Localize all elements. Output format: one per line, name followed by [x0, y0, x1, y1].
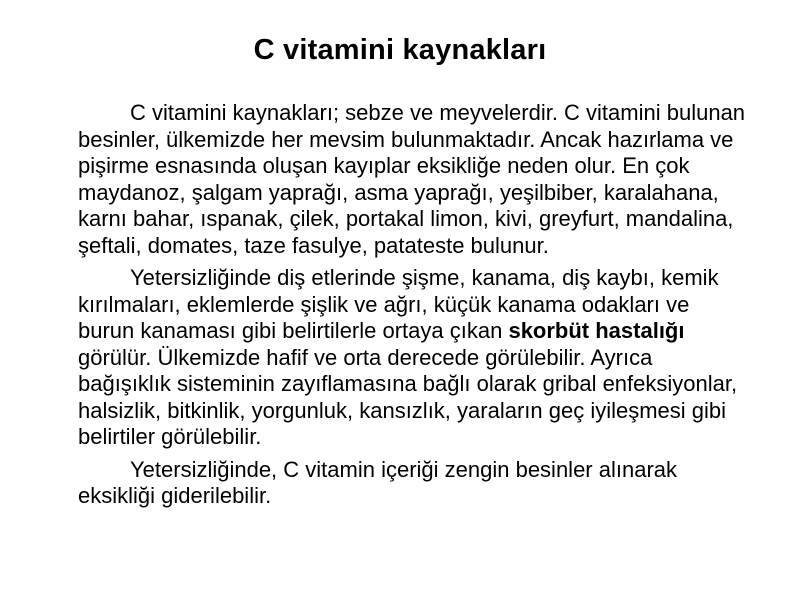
scurvy-term: skorbüt hastalığı — [508, 318, 685, 343]
paragraph-remedy — [78, 457, 748, 510]
paragraph-sources-text: C vitamini kaynakları; sebze ve meyvelerdir. C vitamini bulunan besinler, ülkemizde her mevsim bulunmaktadır. Ancak hazırlama ve pişirme esnasında oluşan kayıplar eksikliğe neden olur. En çok maydanoz, şalgam yaprağı, asma yaprağı, yeşilbiber, karalahana, karnı bahar, ıspanak, çilek, portakal limon, kivi, greyfurt, mandalina, şeftali, domates, taze fasulye, patateste bulunur. — [78, 100, 746, 258]
paragraph-deficiency-text-end: görülür. Ülkemizde hafif ve orta derecede görülebilir. Ayrıca bağışıklık sisteminin zayıflamasına bağlı olarak gribal enfeksiyonlar, halsizlik, bitkinlik, yorgunluk, kansızlık, yaraların geç iyileşmesi gibi belirtiler görülebilir. — [78, 344, 738, 449]
paragraph-sources — [78, 100, 748, 259]
paragraph-remedy-text: Yetersizliğinde, C vitamin içeriği zengin besinler alınarak eksikliği giderilebilir. — [78, 456, 678, 508]
paragraph-deficiency — [78, 265, 748, 451]
slide-title: C vitamini kaynakları — [253, 34, 547, 66]
paragraph-deficiency-text-start: Yetersizliğinde diş etlerinde şişme, kanama, diş kaybı, kemik kırılmaları, eklemlerde şişlik ve ağrı, küçük kanama odakları ve burun kanaması gibi belirtilerle ortaya çıkan — [78, 265, 719, 343]
slide-body — [78, 100, 748, 510]
